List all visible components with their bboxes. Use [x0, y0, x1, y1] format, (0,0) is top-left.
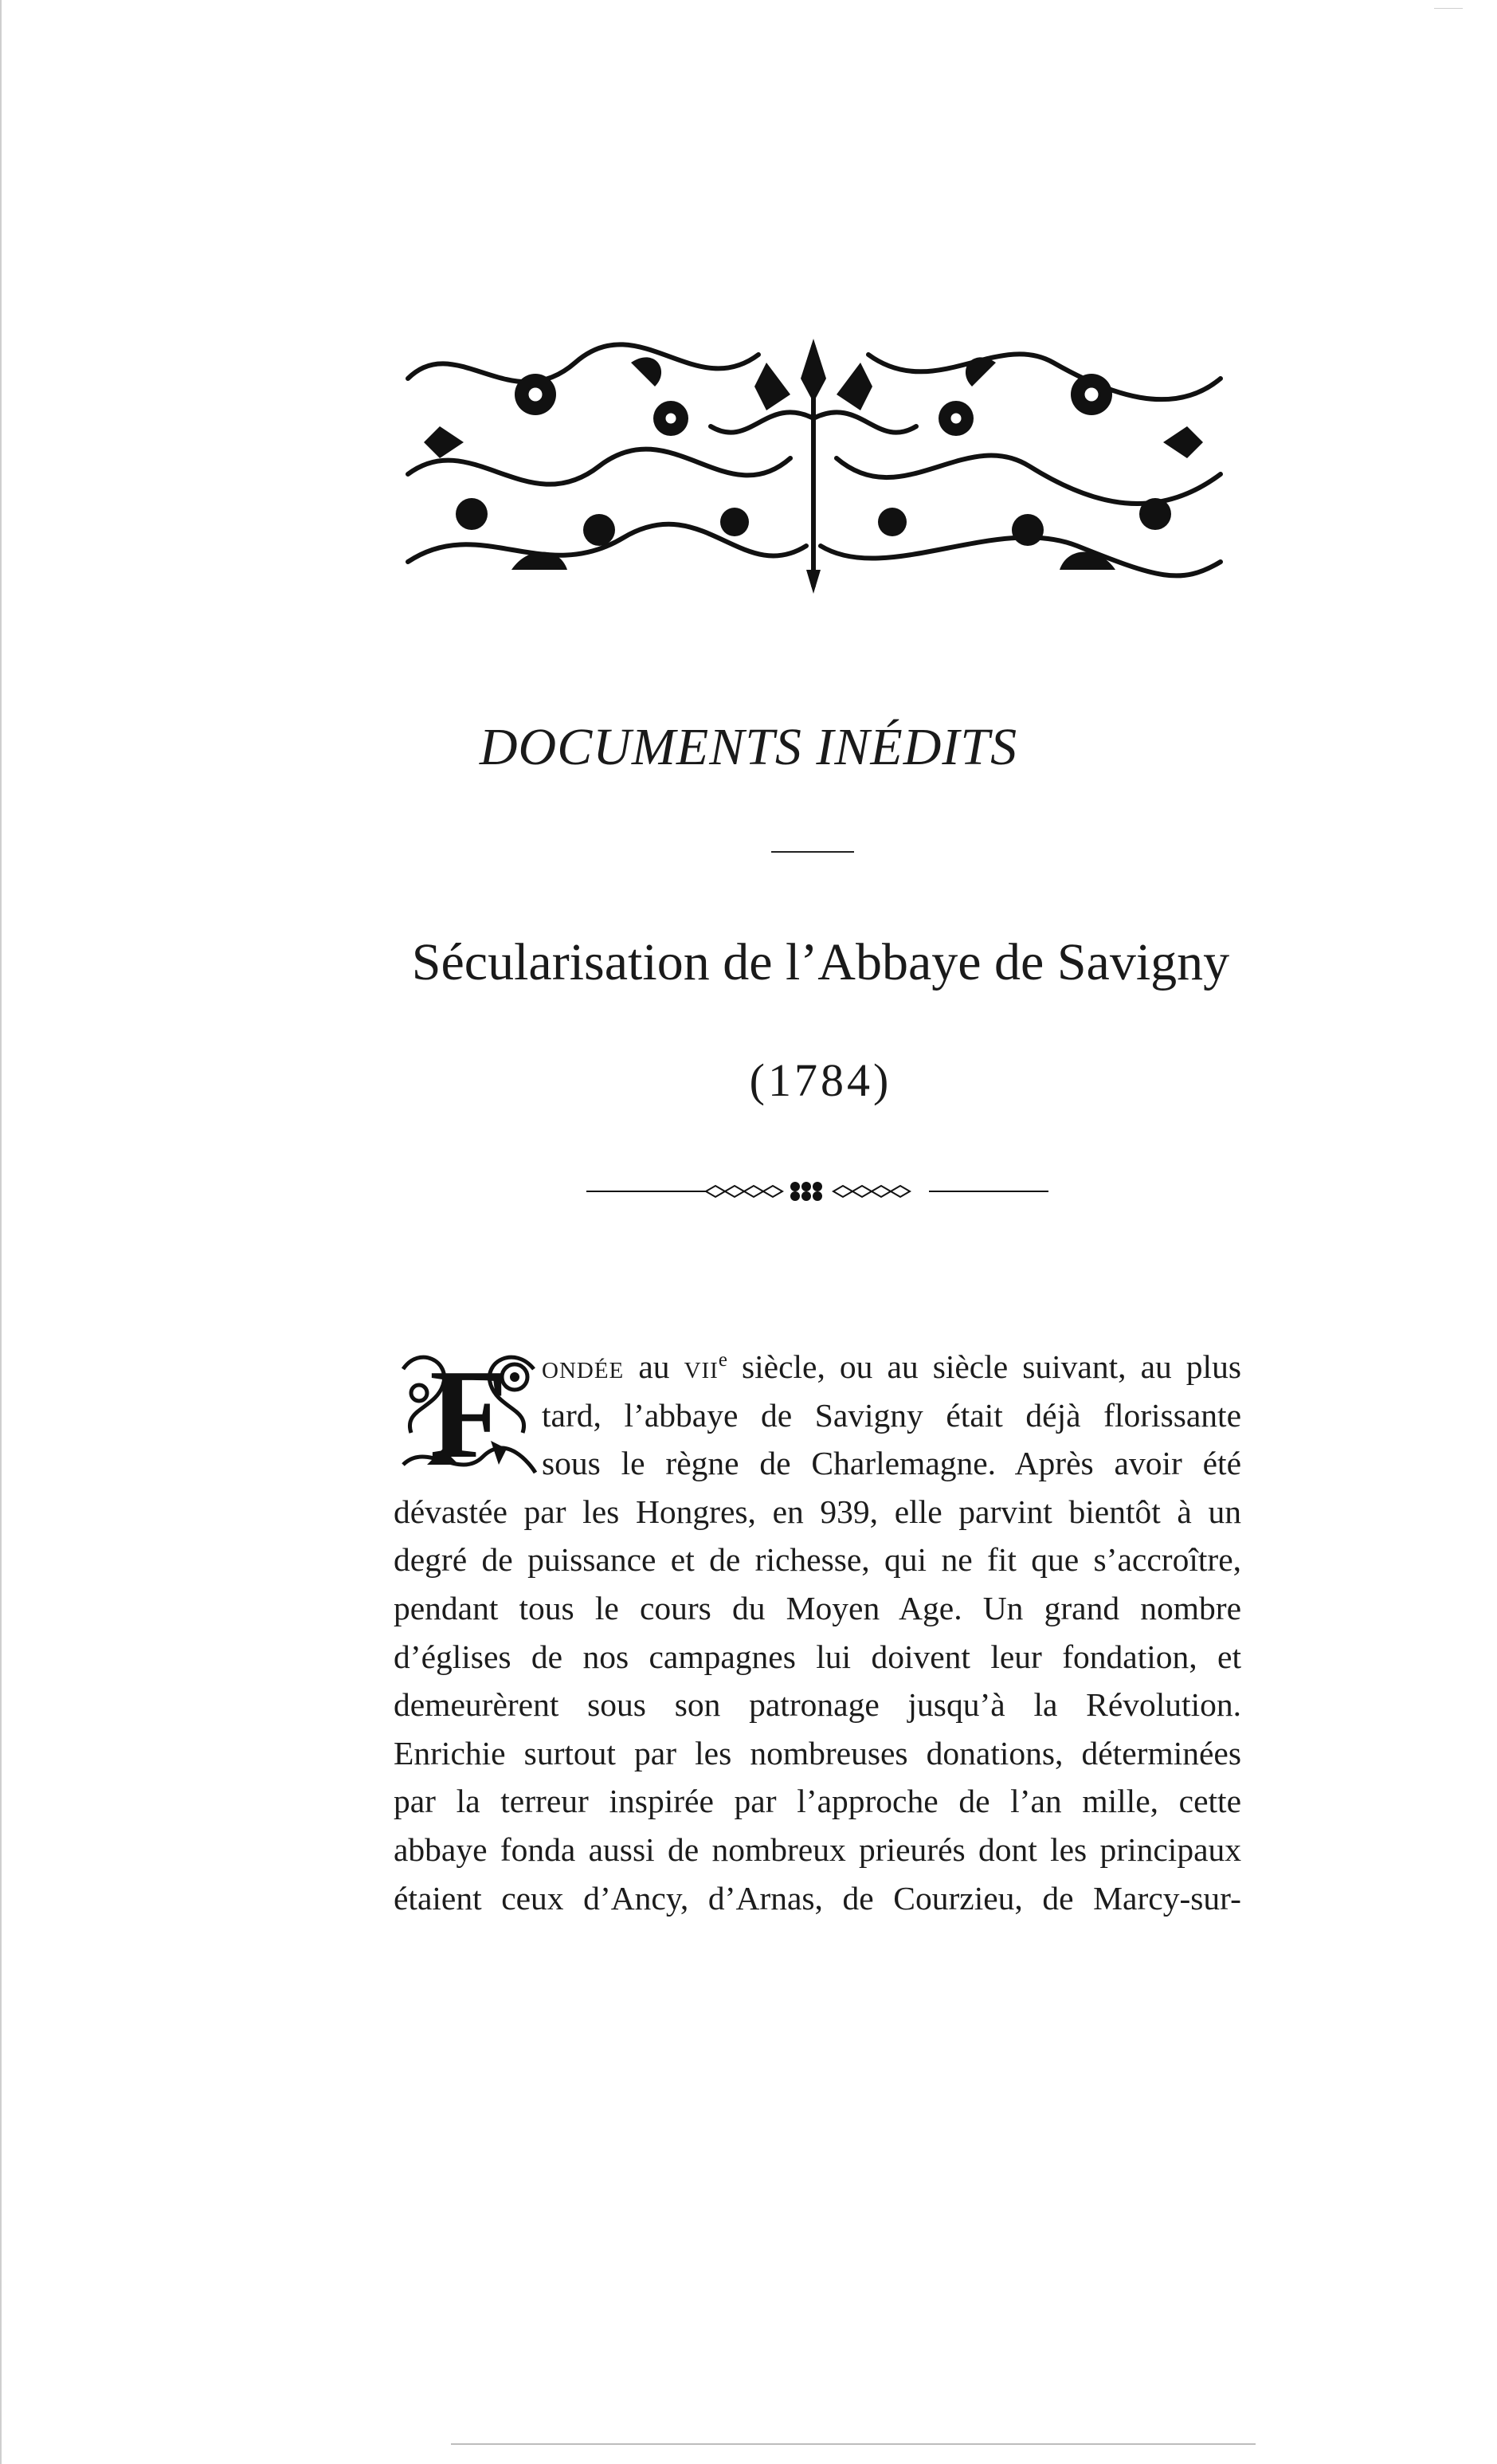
- paragraph-line-12: étaient ceux d’Ancy, d’Arnas, de Courzieu, de Marcy-sur-: [394, 1879, 1241, 1917]
- document-subtitle: Sécularisation de l’Abbaye de Savigny: [411, 933, 1230, 991]
- floral-headpiece-ornament: [392, 331, 1235, 595]
- dropcap-glyph: F: [429, 1345, 507, 1482]
- paragraph-line-7: d’églises de nos campagnes lui doivent leur fondation, et: [394, 1638, 1241, 1675]
- paragraph-line-5: degré de puissance et de richesse, qui ne fit que s’accroître,: [394, 1541, 1241, 1579]
- page-bottom-rule: [451, 2443, 1256, 2445]
- paragraph-line-4: dévastée par les Hongres, en 939, elle parvint bientôt à un: [394, 1493, 1241, 1530]
- paragraph-line-6: pendant tous le cours du Moyen Age. Un grand nombre: [394, 1589, 1241, 1626]
- document-year: (1784): [749, 1054, 892, 1106]
- paragraph-line-1: ondée au vii$^e$ siècle, ou au siècle suivant, au plus: [542, 1348, 1241, 1385]
- scan-edge-top: [1434, 8, 1463, 9]
- paragraph-line-9: Enrichie surtout par les nombreuses donations, déterminées: [394, 1734, 1241, 1771]
- ornamental-divider: [586, 1179, 1048, 1203]
- paragraph-line-11: abbaye fonda aussi de nombreux prieurés dont les principaux: [394, 1830, 1241, 1868]
- paragraph-line-8: demeurèrent sous son patronage jusqu’à la Révolution.: [394, 1686, 1241, 1724]
- paragraph-line-10: par la terreur inspirée par l’approche de l’an mille, cette: [394, 1783, 1241, 1820]
- scan-edge-left: [0, 0, 2, 2464]
- first-word-smallcaps: ondée: [542, 1348, 625, 1385]
- body-paragraph: [394, 1343, 1241, 1922]
- title-divider: [771, 851, 854, 853]
- paragraph-line-3: sous le règne de Charlemagne. Après avoir été: [542, 1445, 1241, 1482]
- document-title: DOCUMENTS INÉDITS: [479, 718, 1018, 776]
- paragraph-line-2: tard, l’abbaye de Savigny était déjà florissante: [542, 1396, 1241, 1434]
